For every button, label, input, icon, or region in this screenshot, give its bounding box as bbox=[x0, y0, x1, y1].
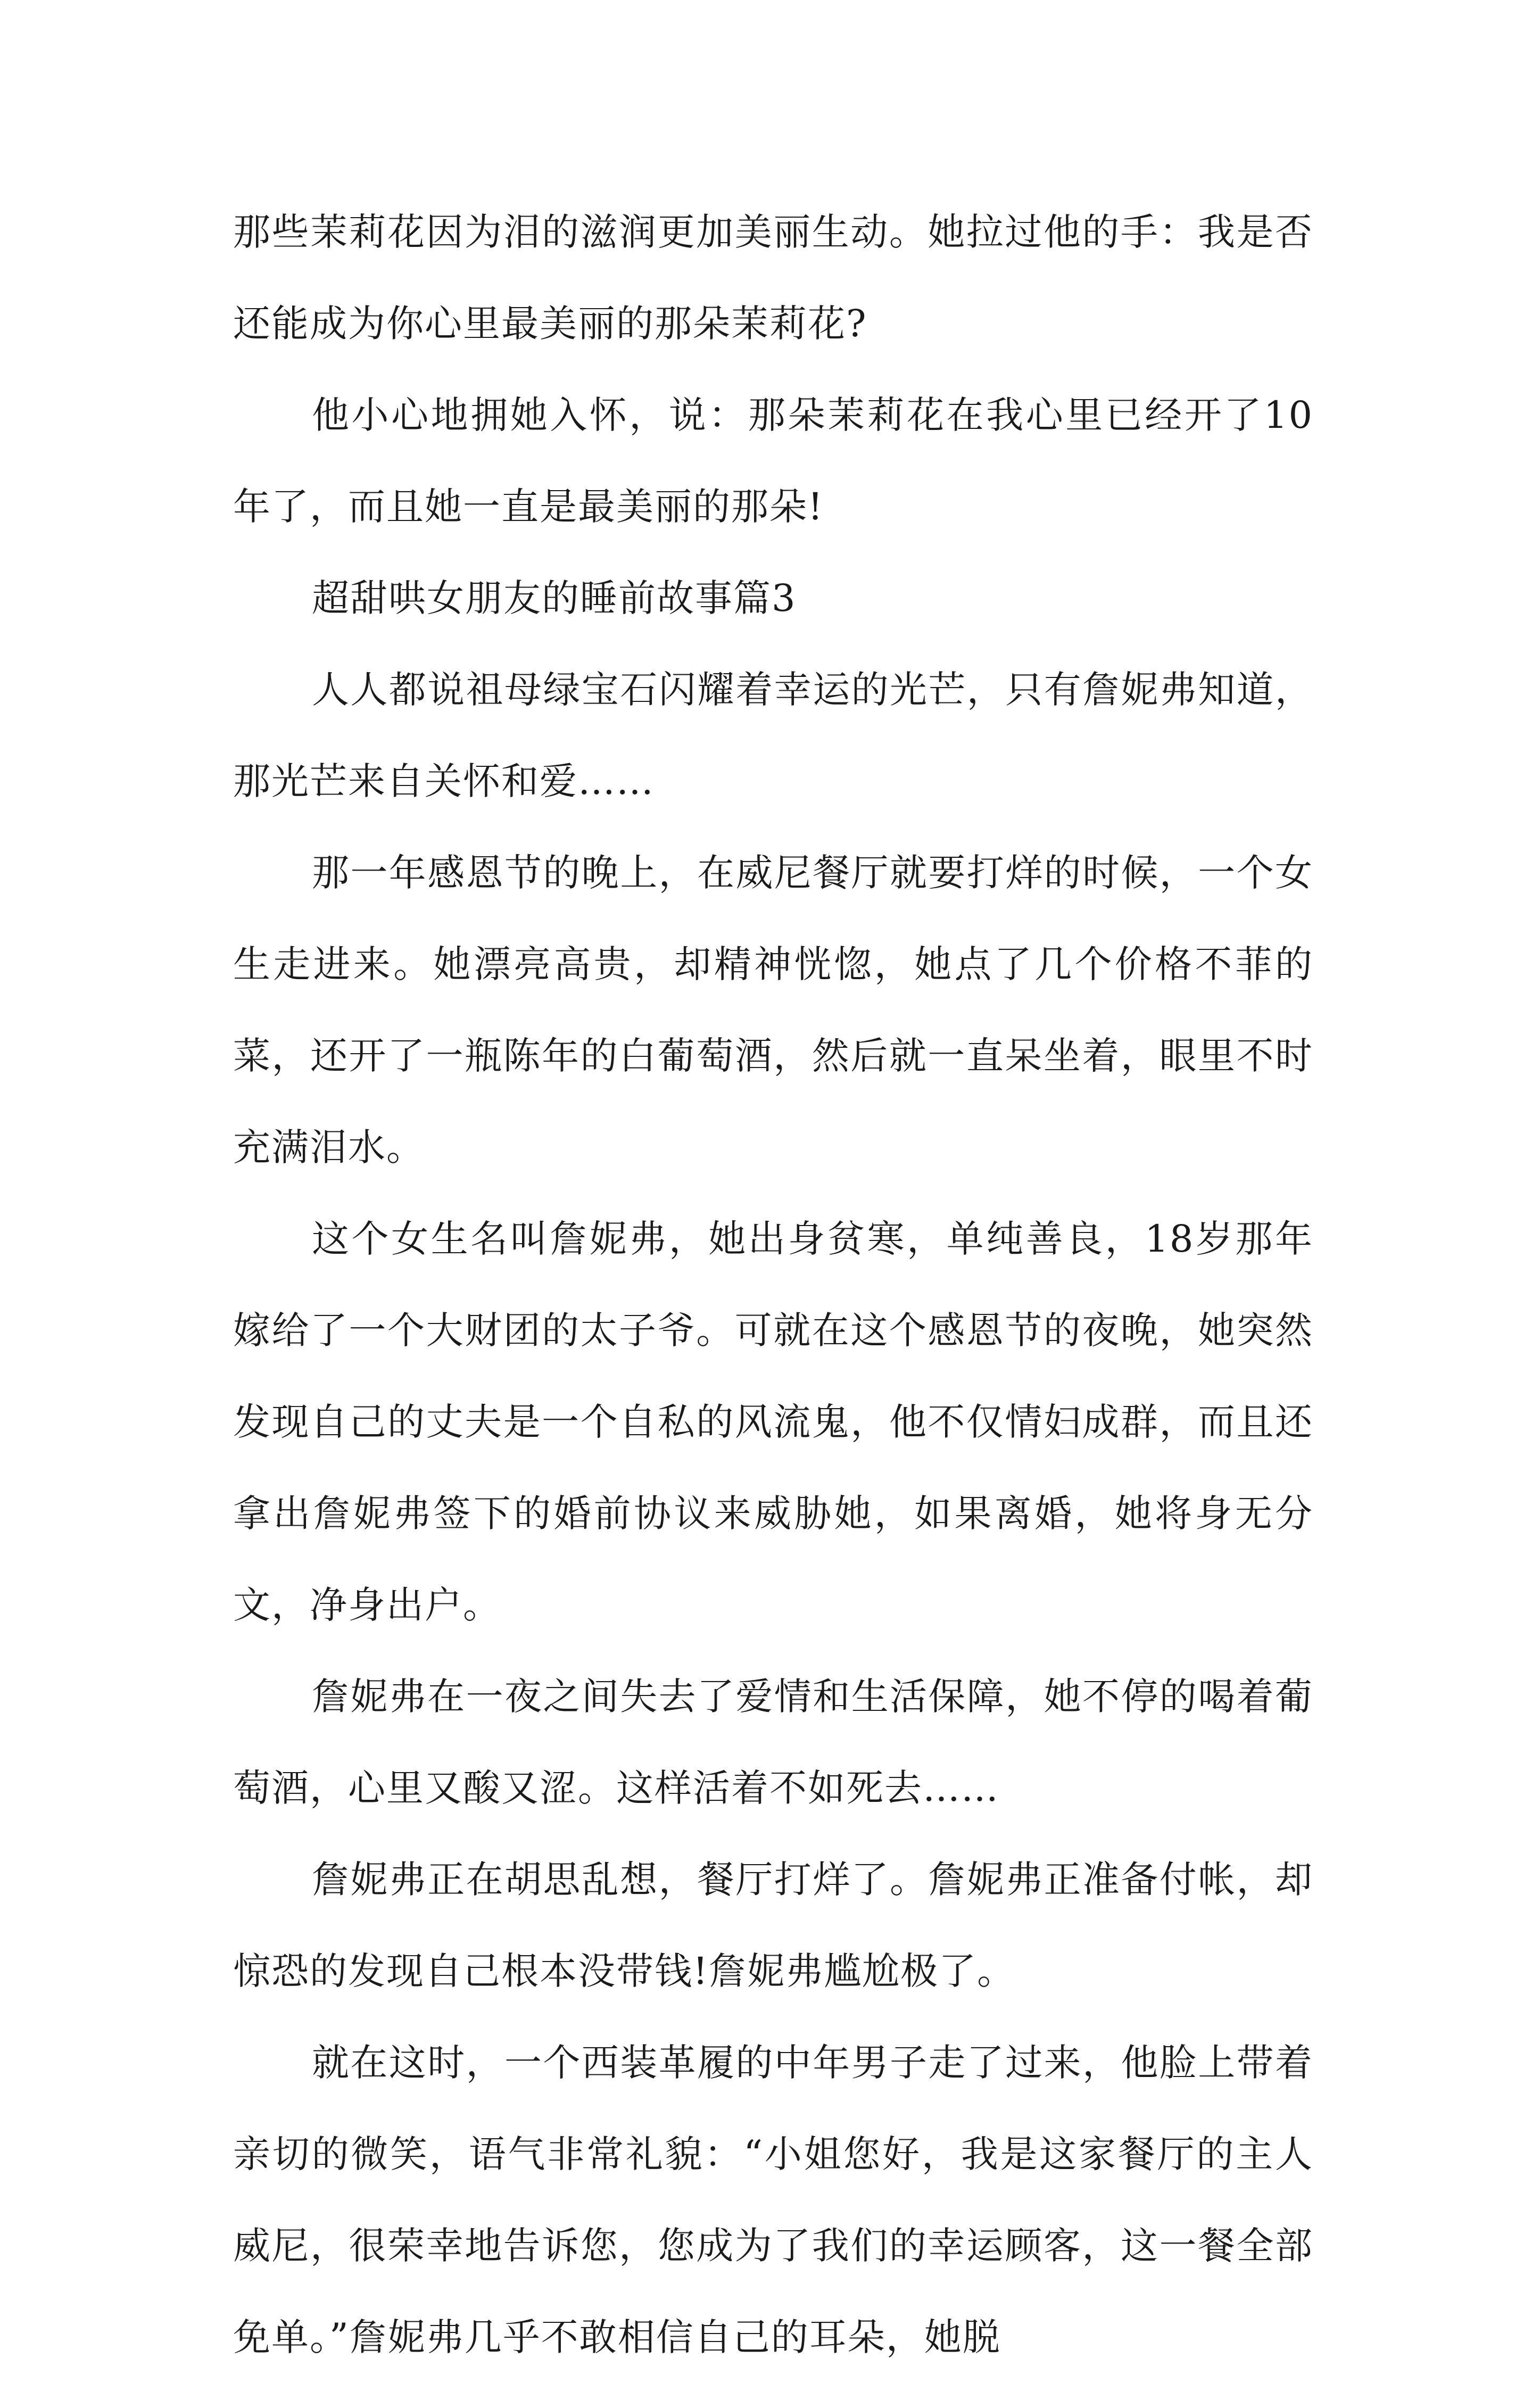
paragraph: 就在这时，一个西装革履的中年男子走了过来，他脸上带着亲切的微笑，语气非常礼貌：“小姐您好，我是这家餐厅的主人威尼，很荣幸地告诉您，您成为了我们的幸运顾客，这一餐全部免单。”詹妮弗几乎不敢相信自己的耳朵，她脱 bbox=[233, 2041, 1313, 2359]
section-heading: 超甜哄女朋友的睡前故事篇3 bbox=[312, 576, 797, 620]
body-text bbox=[233, 186, 1313, 2383]
paragraph: 这个女生名叫詹妮弗，她出身贫寒，单纯善良，18岁那年嫁给了一个大财团的太子爷。可就在这个感恩节的夜晚，她突然发现自己的丈夫是一个自私的风流鬼，他不仅情妇成群，而且还拿出詹妮弗签下的婚前协议来威胁她，如果离婚，她将身无分文，净身出户。 bbox=[233, 1217, 1313, 1627]
paragraph: 人人都说祖母绿宝石闪耀着幸运的光芒，只有詹妮弗知道，那光芒来自关怀和爱…… bbox=[233, 668, 1313, 803]
paragraph: 那一年感恩节的晚上，在威尼餐厅就要打烊的时候，一个女生走进来。她漂亮高贵，却精神恍惚，她点了几个价格不菲的菜，还开了一瓶陈年的白葡萄酒，然后就一直呆坐着，眼里不时充满泪水。 bbox=[233, 851, 1313, 1169]
paragraph: 他小心地拥她入怀，说：那朵茉莉花在我心里已经开了10年了，而且她一直是最美丽的那朵! bbox=[233, 393, 1313, 528]
paragraph: 詹妮弗正在胡思乱想，餐厅打烊了。詹妮弗正准备付帐，却惊恐的发现自己根本没带钱!詹妮弗尴尬极了。 bbox=[233, 1858, 1313, 1993]
paragraph: 詹妮弗在一夜之间失去了爱情和生活保障，她不停的喝着葡萄酒，心里又酸又涩。这样活着不如死去…… bbox=[233, 1675, 1313, 1810]
paragraph: 那些茉莉花因为泪的滋润更加美丽生动。她拉过他的手：我是否还能成为你心里最美丽的那朵茉莉花? bbox=[233, 210, 1313, 345]
